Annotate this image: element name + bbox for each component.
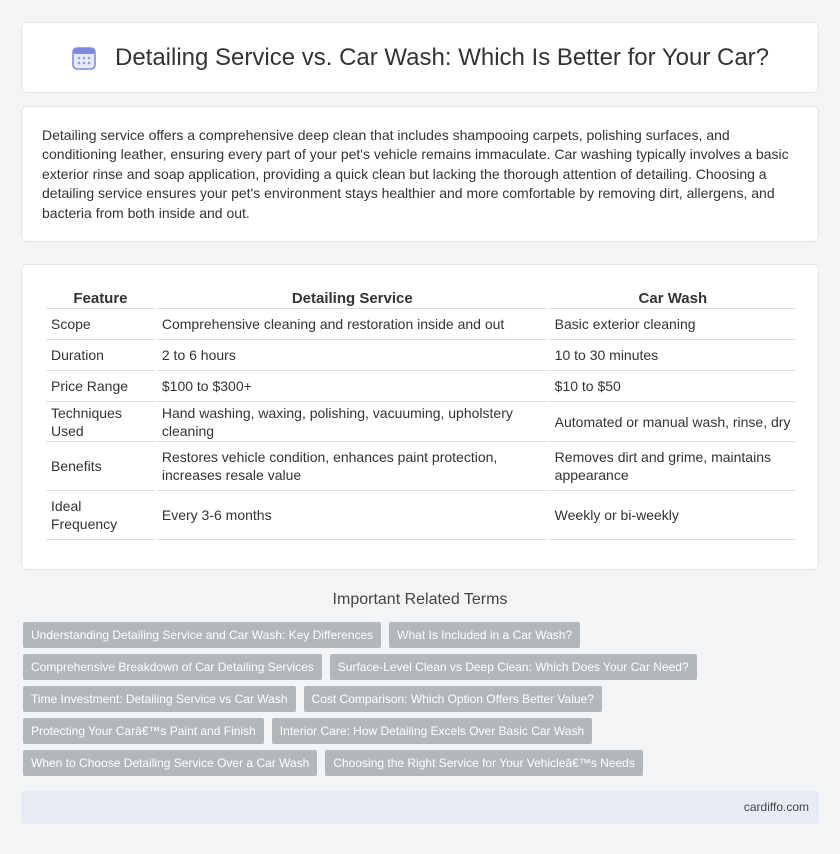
header-feature: Feature [46, 287, 155, 309]
cell-feature: Duration [46, 340, 155, 371]
cell-feature: Ideal Frequency [46, 491, 155, 540]
cell-feature: Scope [46, 309, 155, 340]
related-term-link[interactable]: When to Choose Detailing Service Over a Car Wash [23, 750, 317, 776]
cell-feature: Benefits [46, 442, 155, 491]
cell-car-wash: $10 to $50 [550, 371, 796, 402]
page-header [21, 22, 819, 93]
related-term-link[interactable]: Interior Care: How Detailing Excels Over Basic Car Wash [272, 718, 592, 744]
cell-car-wash: Automated or manual wash, rinse, dry [550, 402, 796, 442]
tag-row [23, 718, 817, 744]
tag-row [23, 686, 817, 712]
header-detailing-service: Detailing Service [157, 287, 548, 309]
table-row [46, 442, 796, 491]
related-term-link[interactable]: Choosing the Right Service for Your Vehicleâ€™s Needs [325, 750, 643, 776]
comparison-table-card [21, 264, 819, 570]
cell-detailing: Every 3-6 months [157, 491, 548, 540]
cell-car-wash: Weekly or bi-weekly [550, 491, 796, 540]
related-terms-list [23, 622, 817, 782]
table-row [46, 371, 796, 402]
cell-detailing: $100 to $300+ [157, 371, 548, 402]
cell-detailing: 2 to 6 hours [157, 340, 548, 371]
comparison-table [44, 287, 798, 540]
related-term-link[interactable]: Surface-Level Clean vs Deep Clean: Which Does Your Car Need? [330, 654, 697, 680]
cell-feature: Price Range [46, 371, 155, 402]
calendar-icon [71, 45, 97, 71]
cell-detailing: Comprehensive cleaning and restoration inside and out [157, 309, 548, 340]
related-term-link[interactable]: Time Investment: Detailing Service vs Car Wash [23, 686, 296, 712]
cell-detailing: Hand washing, waxing, polishing, vacuuming, upholstery cleaning [157, 402, 548, 442]
table-row [46, 491, 796, 540]
table-row [46, 402, 796, 442]
table-header-row [46, 287, 796, 309]
related-term-link[interactable]: What Is Included in a Car Wash? [389, 622, 580, 648]
tag-row [23, 622, 817, 648]
tag-row [23, 654, 817, 680]
header-car-wash: Car Wash [550, 287, 796, 309]
page-title: Detailing Service vs. Car Wash: Which Is Better for Your Car? [114, 43, 770, 71]
intro-paragraph: Detailing service offers a comprehensive deep clean that includes shampooing carpets, polishing surfaces, and conditioning leather, ensuring every part of your pet's vehicle remains immaculate. Car washing typically involves a basic exterior rinse and soap application, providing a quick clean but lacking the thorough attention of detailing. Choosing a detailing service ensures your pet's environment stays healthier and more comfortable by removing dirt, allergens, and bacteria from both inside and out. [42, 127, 789, 221]
table-row [46, 340, 796, 371]
table-row [46, 309, 796, 340]
cell-car-wash: Removes dirt and grime, maintains appearance [550, 442, 796, 491]
related-terms-title: Important Related Terms [332, 591, 508, 608]
related-term-link[interactable]: Comprehensive Breakdown of Car Detailing Services [23, 654, 322, 680]
page-footer [21, 791, 819, 824]
related-term-link[interactable]: Understanding Detailing Service and Car Wash: Key Differences [23, 622, 381, 648]
cell-car-wash: Basic exterior cleaning [550, 309, 796, 340]
cell-feature: Techniques Used [46, 402, 155, 442]
footer-site-link[interactable]: cardiffo.com [743, 800, 809, 814]
cell-detailing: Restores vehicle condition, enhances paint protection, increases resale value [157, 442, 548, 491]
intro-section [21, 106, 819, 242]
related-term-link[interactable]: Protecting Your Carâ€™s Paint and Finish [23, 718, 264, 744]
cell-car-wash: 10 to 30 minutes [550, 340, 796, 371]
related-term-link[interactable]: Cost Comparison: Which Option Offers Better Value? [304, 686, 602, 712]
tag-row [23, 750, 817, 776]
